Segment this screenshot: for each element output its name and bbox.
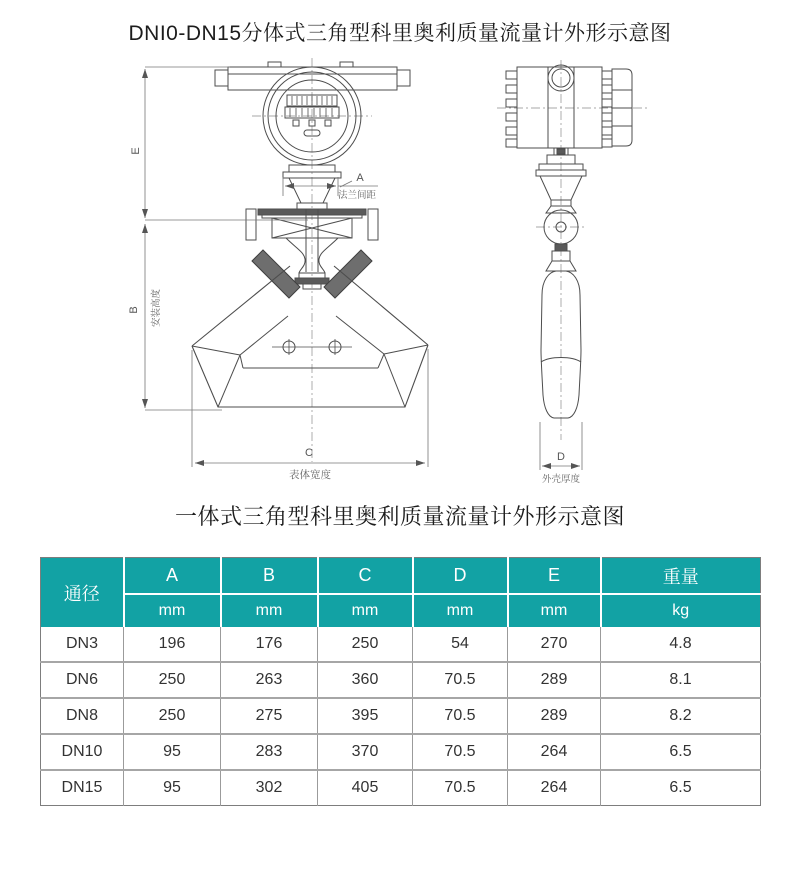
table-cell: 4.8 [601,627,761,662]
table-cell: 70.5 [413,770,508,806]
page-title: DNI0-DN15分体式三角型科里奥利质量流量计外形示意图 [128,22,672,45]
install-height-label: 安装高度 [151,288,162,328]
table-row [41,734,761,770]
table-header [41,558,761,628]
column-header: A [124,558,221,595]
table-cell: 264 [508,734,601,770]
table-cell: 370 [318,734,413,770]
table-cell: 275 [221,698,318,734]
table-cell: 263 [221,662,318,698]
column-unit: mm [318,594,413,627]
table-cell: 405 [318,770,413,806]
column-unit: mm [124,594,221,627]
table-row [41,698,761,734]
column-header: D [413,558,508,595]
table-cell: 8.2 [601,698,761,734]
column-header: 重量 [601,558,761,595]
table-cell: 283 [221,734,318,770]
column-unit: mm [413,594,508,627]
table-cell: 250 [124,698,221,734]
row-size-cell: DN6 [41,662,124,698]
side-view-drawing [506,65,632,418]
dim-label-c: C [305,447,313,459]
row-size-cell: DN3 [41,627,124,662]
dimension-labels [128,147,580,485]
table-cell: 289 [508,698,601,734]
header-row-units [41,594,761,627]
row-size-cell: DN8 [41,698,124,734]
column-header: B [221,558,318,595]
row-size-cell: DN10 [41,734,124,770]
corner-header: 通径 [41,558,124,628]
dimension-table [40,557,761,806]
column-unit: mm [221,594,318,627]
table-cell: 302 [221,770,318,806]
table-body [41,627,761,806]
dim-label-d: D [557,451,565,463]
centerlines [252,58,648,462]
column-header: C [318,558,413,595]
dim-label-e: E [130,147,142,155]
table-cell: 70.5 [413,698,508,734]
table-cell: 250 [124,662,221,698]
column-header: E [508,558,601,595]
table-cell: 395 [318,698,413,734]
column-unit: mm [508,594,601,627]
table-cell: 8.1 [601,662,761,698]
column-unit: kg [601,594,761,627]
shell-thickness-label: 外壳厚度 [541,474,581,485]
table-cell: 360 [318,662,413,698]
table-cell: 250 [318,627,413,662]
table-cell: 70.5 [413,662,508,698]
table-cell: 95 [124,734,221,770]
table-cell: 196 [124,627,221,662]
table-row [41,662,761,698]
technical-drawing [0,55,800,500]
table-cell: 54 [413,627,508,662]
dim-label-a: A [356,172,364,184]
row-size-cell: DN15 [41,770,124,806]
table-cell: 6.5 [601,734,761,770]
table-cell: 270 [508,627,601,662]
header-row-letters [41,558,761,595]
table-cell: 70.5 [413,734,508,770]
body-width-label: 表体宽度 [289,469,331,481]
table-cell: 264 [508,770,601,806]
front-view-drawing [192,62,428,407]
page-subtitle: 一体式三角型科里奥利质量流量计外形示意图 [174,504,625,529]
table-row [41,627,761,662]
table-cell: 6.5 [601,770,761,806]
table-row [41,770,761,806]
table-cell: 176 [221,627,318,662]
flange-spacing-label: 法兰间距 [337,190,377,201]
dim-label-b: B [128,306,140,314]
table-cell: 289 [508,662,601,698]
table-cell: 95 [124,770,221,806]
